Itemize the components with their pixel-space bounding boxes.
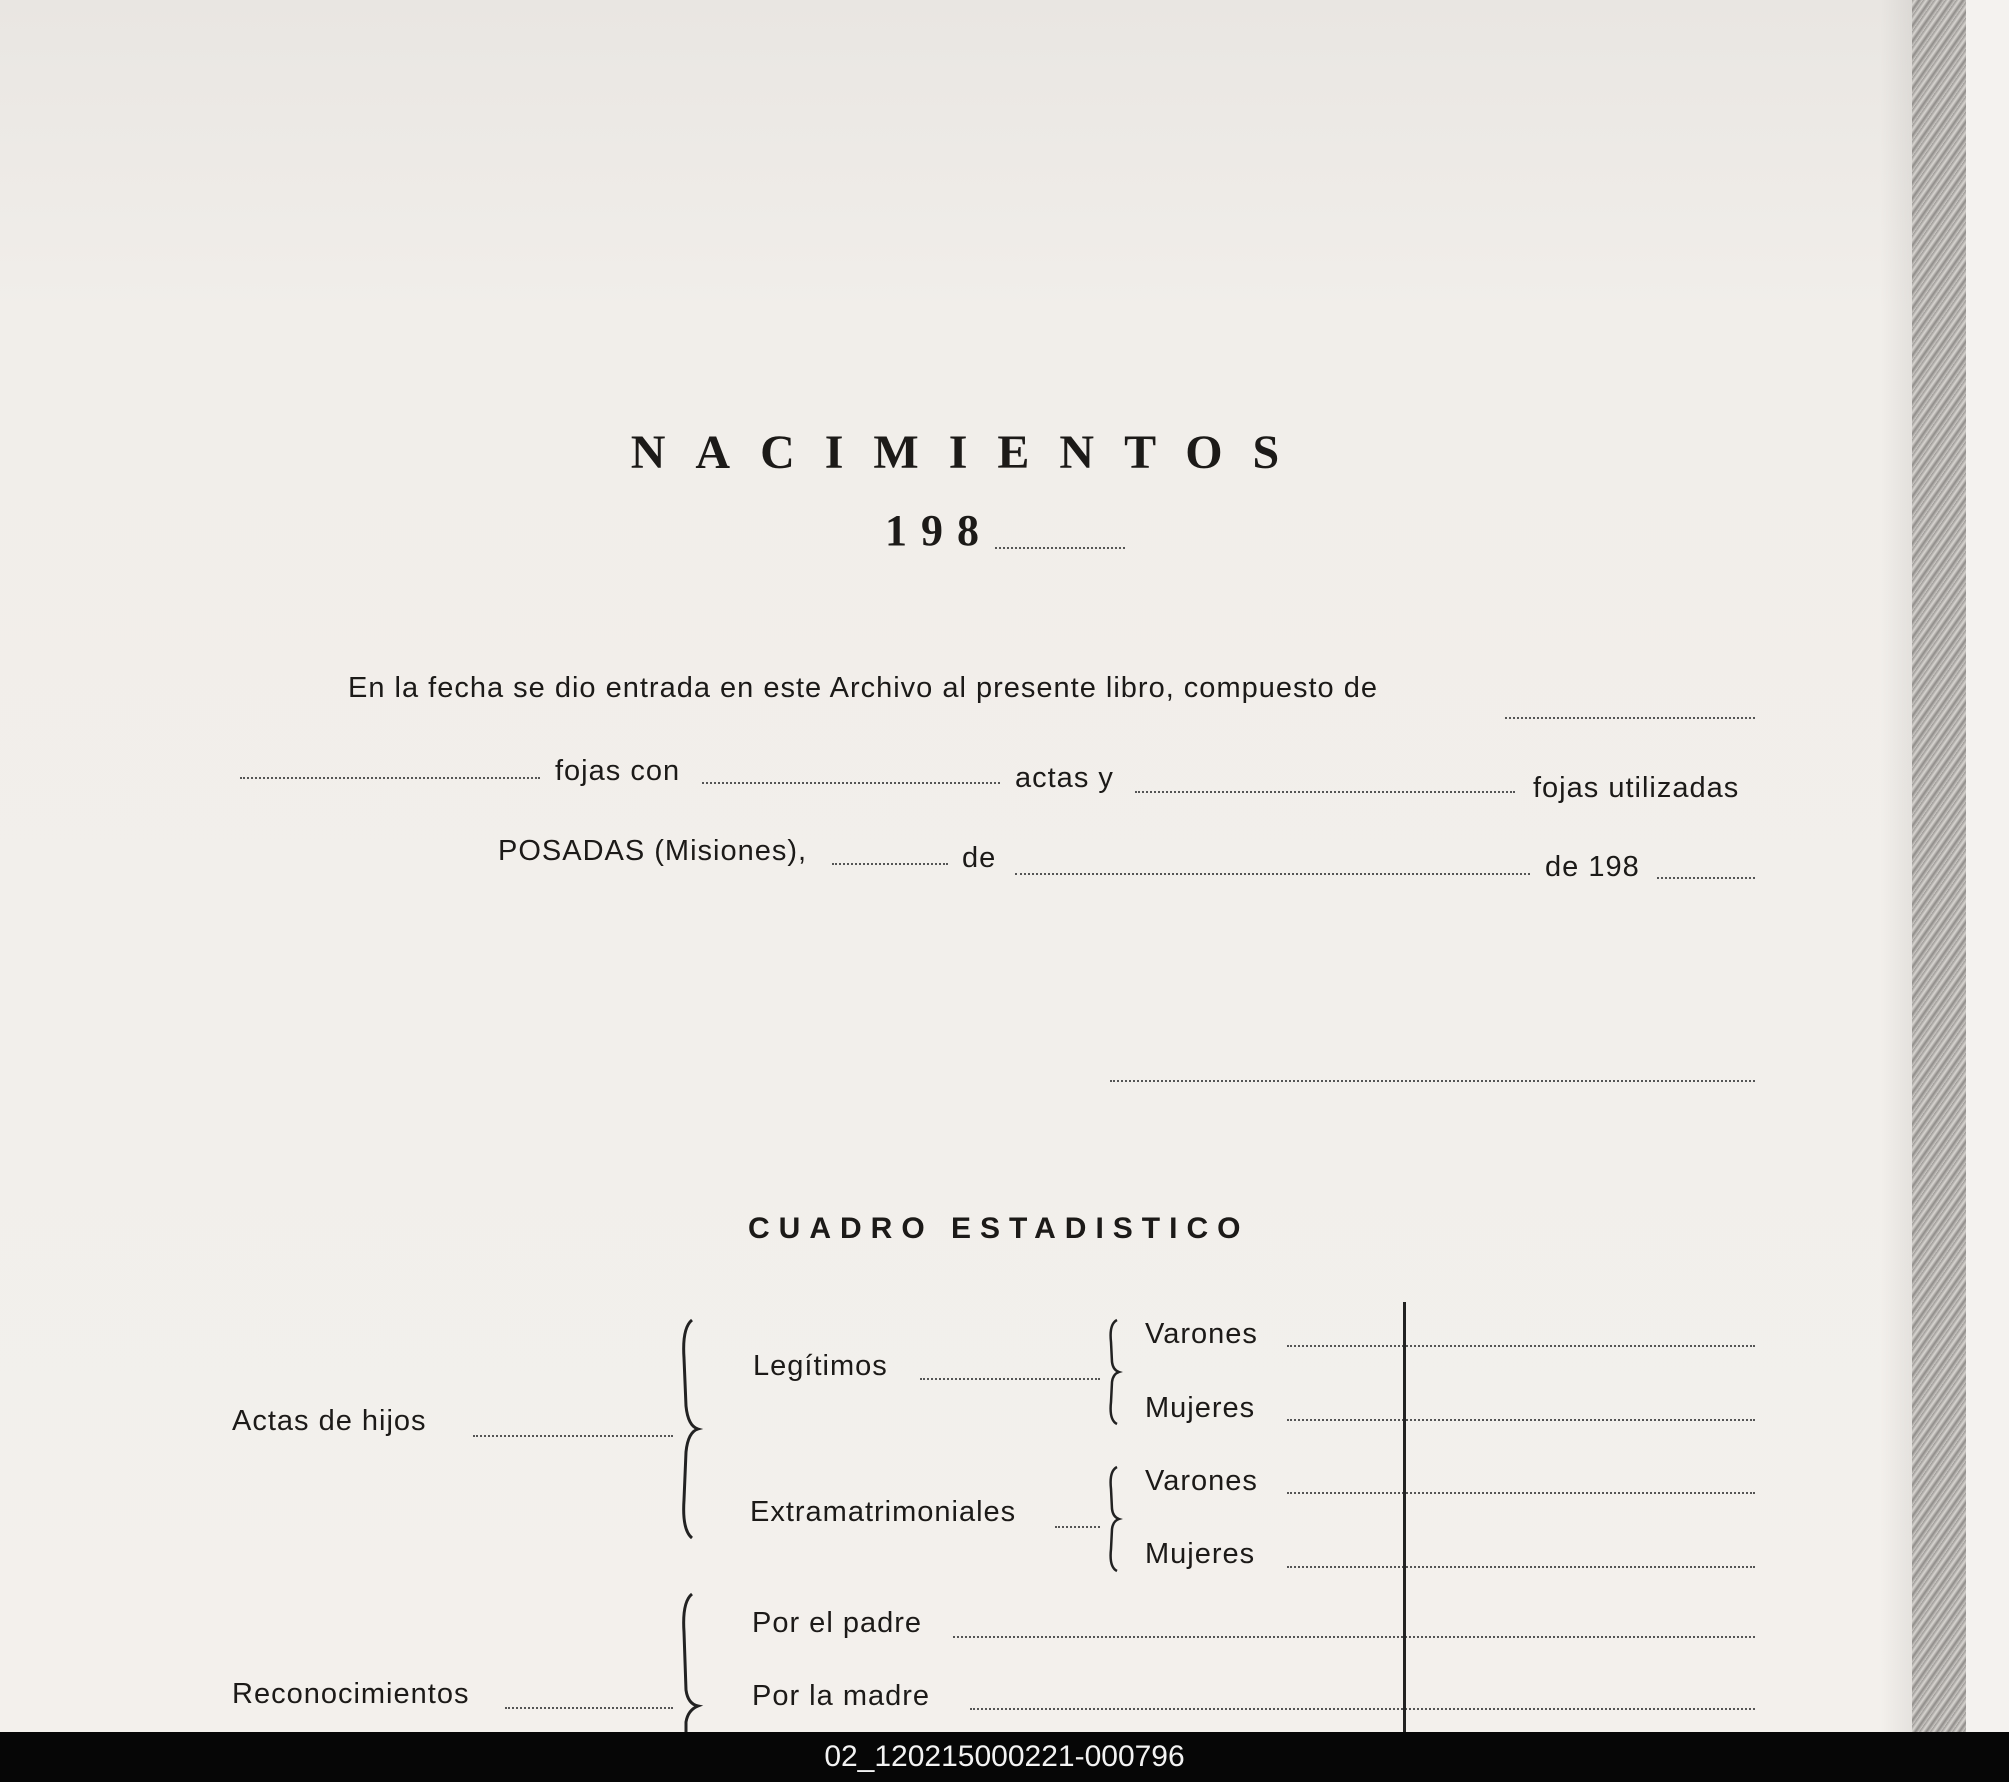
scan-id-footer: 02_120215000221-000796	[0, 1732, 2009, 1782]
intro-line: En la fecha se dio entrada en este Archivo al presente libro, compuesto de	[348, 672, 1378, 704]
label-legitimos-varones: Varones	[1145, 1318, 1258, 1350]
label-extramatrimoniales: Extramatrimoniales	[750, 1496, 1017, 1528]
blank-por-la-madre	[970, 1708, 1755, 1710]
book-binding-edge	[1912, 0, 1966, 1732]
label-place: POSADAS (Misiones),	[498, 835, 808, 867]
signature-line	[1110, 1080, 1755, 1082]
label-de-198: de 198	[1545, 851, 1640, 883]
label-reconocimientos: Reconocimientos	[232, 1678, 470, 1710]
blank-compuesto	[1505, 717, 1755, 719]
blank-extramatrimoniales	[1055, 1526, 1100, 1528]
label-por-la-madre: Por la madre	[752, 1680, 931, 1712]
blank-month	[1015, 873, 1530, 875]
blank-extra-mujeres	[1287, 1566, 1755, 1568]
blank-extra-varones	[1287, 1492, 1755, 1494]
blank-fojas	[240, 777, 540, 779]
form-title: NACIMIENTOS	[630, 426, 1310, 479]
label-fojas-con: fojas con	[555, 755, 681, 787]
blank-day	[832, 863, 948, 865]
label-actas-de-hijos: Actas de hijos	[232, 1405, 427, 1437]
blank-por-el-padre	[953, 1636, 1755, 1638]
year-blank	[995, 547, 1125, 549]
blank-year-end	[1657, 877, 1755, 879]
label-de: de	[962, 842, 997, 874]
label-fojas-utilizadas: fojas utilizadas	[1533, 772, 1740, 804]
stats-column-divider	[1403, 1302, 1406, 1732]
brace-actas-de-hijos	[676, 1318, 706, 1540]
form-year: 198	[885, 506, 993, 555]
brace-extramatrimoniales	[1103, 1465, 1123, 1573]
blank-reconocimientos	[505, 1707, 673, 1709]
right-margin	[1966, 0, 2009, 1732]
blank-legitimos-mujeres	[1287, 1419, 1755, 1421]
label-legitimos: Legítimos	[753, 1350, 888, 1382]
label-extra-varones: Varones	[1145, 1465, 1258, 1497]
brace-reconocimientos	[676, 1592, 706, 1732]
blank-fojas-utilizadas	[1135, 791, 1515, 793]
label-por-el-padre: Por el padre	[752, 1607, 922, 1639]
blank-legitimos	[920, 1378, 1100, 1380]
label-legitimos-mujeres: Mujeres	[1145, 1392, 1256, 1424]
blank-actas	[702, 782, 1000, 784]
stats-heading: CUADRO ESTADISTICO	[748, 1212, 1250, 1245]
page-gutter-shadow	[1880, 0, 1912, 1732]
label-actas-y: actas y	[1015, 762, 1114, 794]
blank-legitimos-varones	[1287, 1345, 1755, 1347]
label-extra-mujeres: Mujeres	[1145, 1538, 1256, 1570]
blank-actas-de-hijos	[473, 1435, 673, 1437]
brace-legitimos	[1103, 1318, 1123, 1426]
